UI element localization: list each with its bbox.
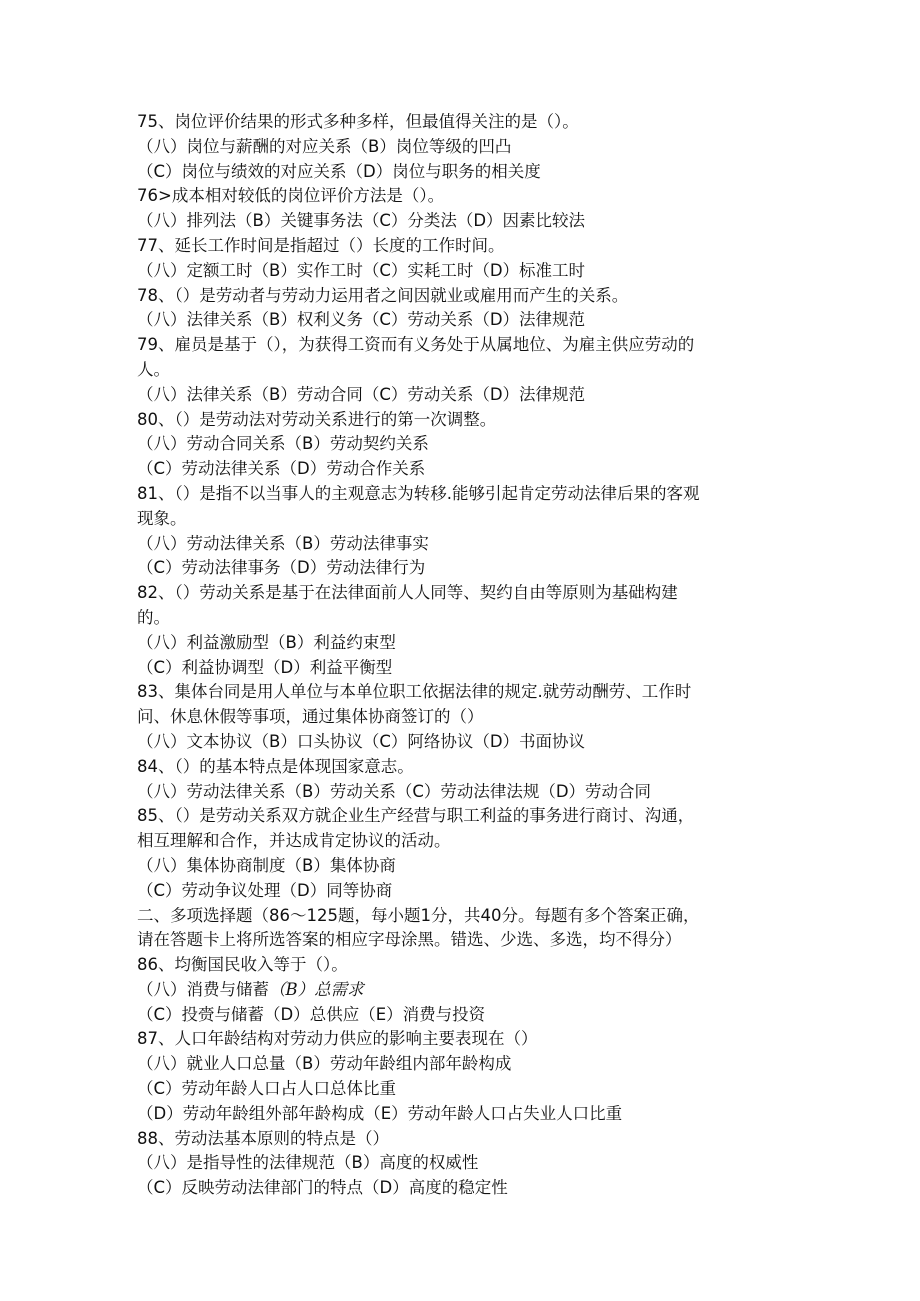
question-86: 86、均衡国民收入等于（）。	[137, 955, 348, 975]
question-79: 79、雇员是基于（），为获得工资而有义务处于从属地位、为雇主供应劳动的	[137, 335, 695, 355]
option-line: （C）利益协调型（D）利益平衡型	[137, 657, 393, 677]
option-line: （八）劳动法律关系（B）劳动关系（C）劳动法律法规（D）劳动合同	[137, 781, 652, 801]
question-88: 88、劳动法基本原则的特点是（）	[137, 1128, 389, 1148]
question-82: 82、（）劳动关系是基于在法律面前人人同等、契约自由等原则为基础构建	[137, 583, 678, 603]
question-82-continued: 的。	[137, 607, 170, 627]
option-line: （C）投赍与储蓄（D）总供应（E）消费与投资	[137, 1004, 486, 1024]
question-78: 78、（）是劳动者与劳动力运用者之间因就业或雇用而产生的关系。	[137, 285, 629, 305]
question-76: 76>成本相对较低的岗位评价方法是（）。	[137, 186, 445, 206]
question-80: 80、（）是劳动法对劳动关系进行的第一次调整。	[137, 409, 497, 429]
option-line: （C）岗位与绩效的对应关系（D）岗位与职务的相关度	[137, 161, 541, 181]
option-line: （八）是指导性的法律规范（B）高度的权威性	[137, 1153, 479, 1173]
option-line: （八）定额工时（B）实作工时（C）实耗工时（D）标准工时	[137, 260, 586, 280]
question-87: 87、人口年龄结构对劳动力供应的影响主要表现在（）	[137, 1029, 538, 1049]
option-line: （八）岗位与薪酬的对应关系（B）岗位等级的凹凸	[137, 136, 512, 156]
question-75: 75、岗位评价结果的形式多种多样，但最值得关注的是（）。	[137, 112, 579, 131]
question-81-continued: 现象。	[137, 508, 187, 528]
option-line: （八）排列法（B）关键事务法（C）分类法（D）因素比较法	[137, 211, 586, 231]
option-line: （八）劳动合同关系（B）劳动契约关系	[137, 434, 429, 454]
option-text-italic: （B）总需求	[269, 979, 364, 999]
question-83: 83、集体台同是用人单位与本单位职工依据法律的规定.就劳动酬劳、工作时	[137, 682, 692, 702]
option-line: （C）劳动法律事务（D）劳动法律行为	[137, 558, 426, 578]
option-line: （八）文本协议（B）口头协议（C）阿络协议（D）书面协议	[137, 731, 586, 751]
question-83-continued: 问、休息休假等事项，通过集体协商签订的（）	[137, 707, 484, 727]
option-line: （八）法律关系（B）劳动合同（C）劳动关系（D）法律规范	[137, 384, 586, 404]
question-81: 81、（）是指不以当事人的主观意志为转移.能够引起肯定劳动法律后果的客观	[137, 483, 700, 503]
option-line	[137, 978, 797, 1003]
option-line: （八）就业人口总量（B）劳动年龄组内部年龄构成	[137, 1054, 512, 1074]
question-85-continued: 相互理解和合作，并达成肯定协议的活动。	[137, 831, 451, 851]
option-line: （C）劳动年龄人口占人口总体比重	[137, 1079, 397, 1099]
option-line: （C）劳动争议处理（D）同等协商	[137, 880, 393, 900]
section-heading-continued: 请在答题卡上将所选答案的相应字母涂黑。错选、少选、多选，均不得分）	[137, 930, 682, 950]
option-line: （八）法律关系（B）权利义务（C）劳动关系（D）法律规范	[137, 310, 586, 330]
option-line: （八）集体协商制度（B）集体协商	[137, 855, 396, 875]
question-77: 77、延长工作时间是指超过（）长度的工作时间。	[137, 235, 505, 255]
question-84: 84、（）的基本特点是体现国家意志。	[137, 756, 414, 776]
question-79-continued: 人。	[137, 359, 170, 379]
question-85: 85、（）是劳动关系双方就企业生产经营与职工利益的事务进行商讨、沟通，	[137, 806, 695, 826]
option-line: （C）反映劳动法律部门的特点（D）高度的稳定性	[137, 1178, 508, 1198]
option-line: （C）劳动法律关系（D）劳动合作关系	[137, 459, 426, 479]
option-line: （八）劳动法律关系（B）劳动法律事实	[137, 533, 429, 553]
document-body	[137, 110, 797, 1201]
option-line: （D）劳动年龄组外部年龄构成（E）劳动年龄人口占失业人口比重	[137, 1103, 623, 1123]
option-text: （八）消费与储蓄	[137, 979, 269, 999]
section-heading: 二、多项选择题（86～125题，每小题1分，共40分。每题有多个答案正确，	[137, 905, 700, 925]
option-line: （八）利益激励型（B）利益约束型	[137, 632, 396, 652]
